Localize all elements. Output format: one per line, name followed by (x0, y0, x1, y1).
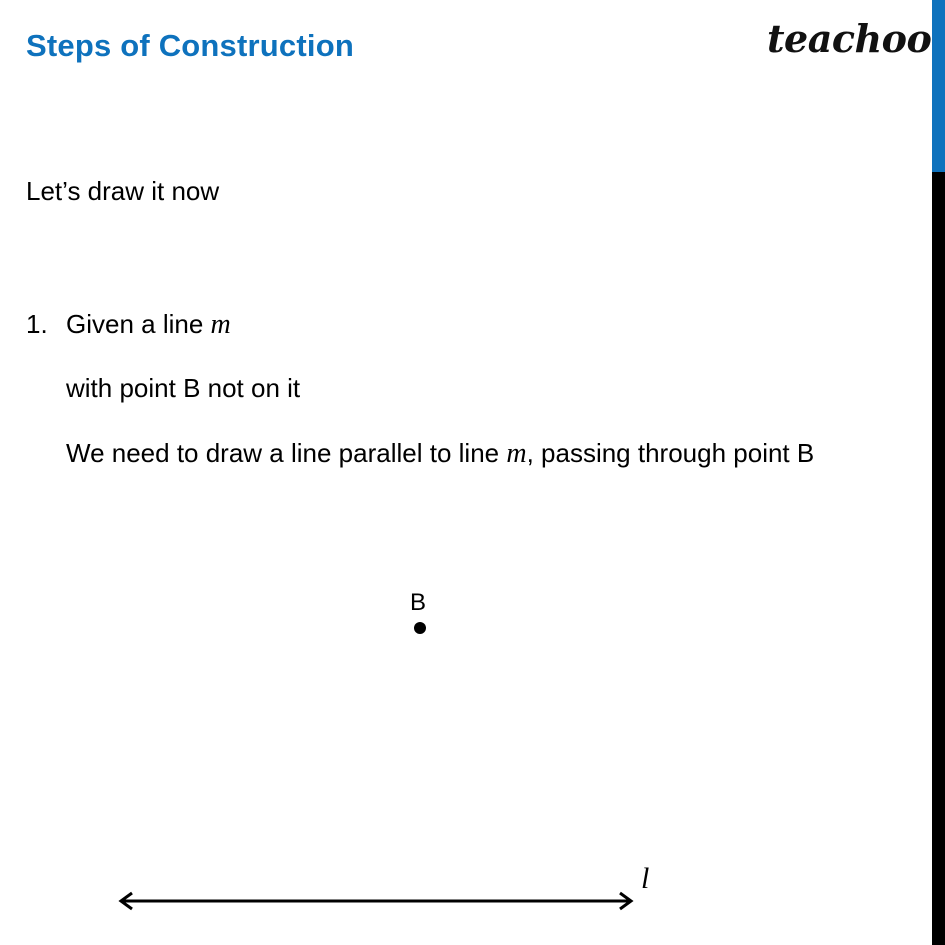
sidebar-scroll-track (932, 172, 945, 945)
step-line-2: with point B not on it (66, 373, 301, 403)
point-b-label: B (410, 589, 427, 616)
step-line-3-post: , passing through point B (526, 438, 815, 468)
step-number: 1. (26, 309, 48, 339)
teachoo-logo: teachoo (767, 16, 932, 61)
step-line-3 (66, 440, 814, 468)
line-l-label: l (641, 862, 650, 895)
variable-m: m (210, 309, 231, 340)
double-arrow-line (110, 880, 650, 920)
point-b-dot (414, 622, 426, 634)
step-line-1-text: Given a line (66, 309, 211, 339)
intro-text: Let’s draw it now (26, 176, 220, 206)
step-line-1 (66, 311, 231, 339)
step-line-3-pre: We need to draw a line parallel to line (66, 438, 507, 468)
page-title: Steps of Construction (26, 28, 354, 63)
sidebar-accent-bar (932, 0, 945, 172)
variable-m: m (506, 438, 527, 469)
